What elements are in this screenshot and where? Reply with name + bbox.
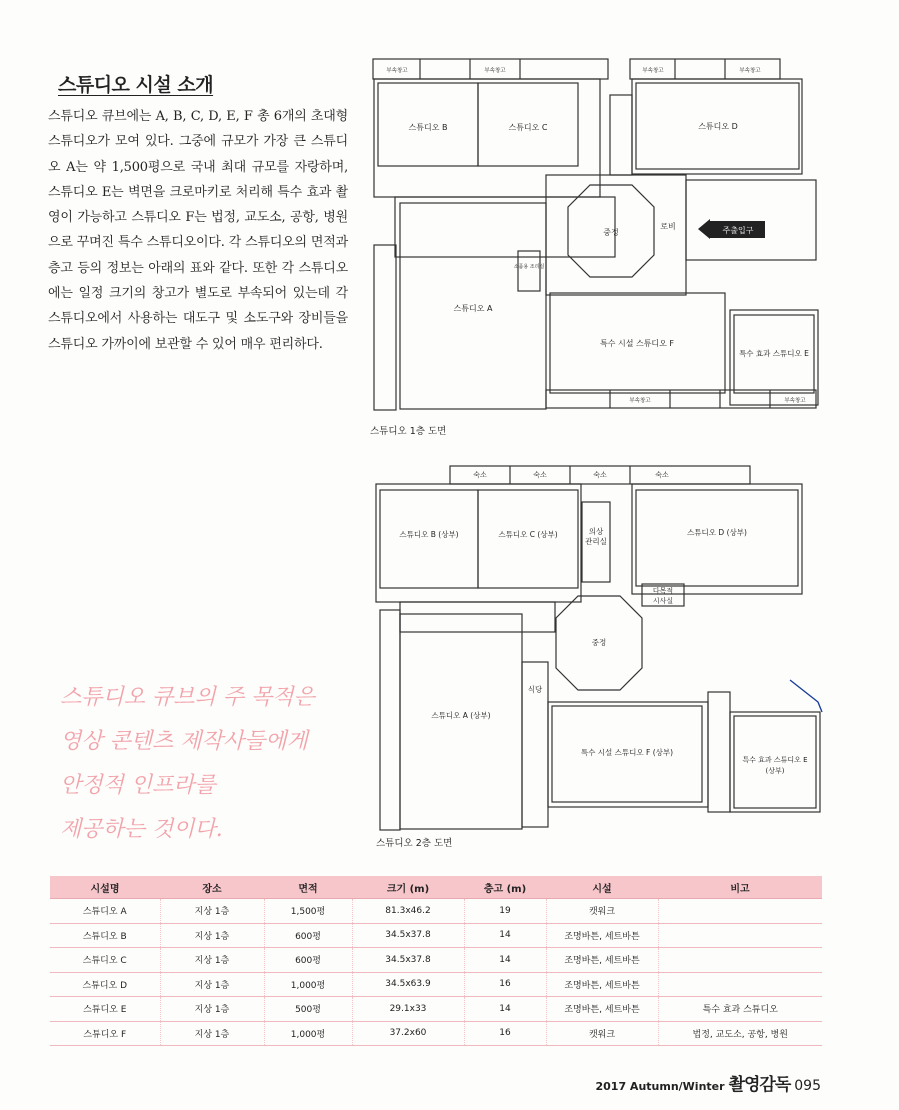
table-cell: 지상 1층 [160,923,264,948]
table-row [50,997,822,1022]
floor1-storage-label: 부속창고 [739,68,761,74]
table-cell: 캣워크 [546,1021,658,1046]
floor1-courtyard-label: 중정 [603,228,619,237]
floor2-lodging-label: 숙소 [473,471,487,479]
table-header-cell: 장소 [160,876,264,899]
table-header-row [50,876,822,899]
floor2-cafeteria-label: 식당 [527,685,543,694]
quote-line: 제공하는 것이다. [60,817,223,842]
table-cell: 1,500평 [264,899,352,924]
table-cell: 34.5x63.9 [352,972,464,997]
table-cell: 조명바튼, 세트바튼 [546,948,658,973]
table-cell [658,948,822,973]
table-cell [658,899,822,924]
table-cell: 법정, 교도소, 공항, 병원 [658,1021,822,1046]
floor2-plan [370,462,830,837]
table-cell: 조명바튼, 세트바튼 [546,997,658,1022]
table-cell: 14 [464,923,546,948]
table-cell: 500평 [264,997,352,1022]
floor1-lobby-label: 로비 [660,222,676,231]
floor1-studio-b-label: 스튜디오 B [408,123,448,132]
quote-line: 안정적 인프라를 [60,773,216,798]
table-cell [658,972,822,997]
section-title: 스튜디오 시설 소개 [58,74,214,96]
table-cell: 34.5x37.8 [352,948,464,973]
table-header-cell: 크기 (m) [352,876,464,899]
table-cell: 16 [464,1021,546,1046]
floor2-preview-label: 다목적 [652,587,674,595]
table-cell: 지상 1층 [160,948,264,973]
table-header-cell: 층고 (m) [464,876,546,899]
table-cell: 스튜디오 D [50,972,160,997]
table-cell: 34.5x37.8 [352,923,464,948]
floor1-studio-c-label: 스튜디오 C [508,123,548,132]
floor2-costume-label: 관리실 [585,537,607,546]
table-cell: 스튜디오 F [50,1021,160,1046]
floor1-caption: 스튜디오 1층 도면 [370,426,447,437]
floor2-caption: 스튜디오 2층 도면 [376,838,453,849]
table-cell: 지상 1층 [160,997,264,1022]
table-cell: 29.1x33 [352,997,464,1022]
floor2-costume-label: 의상 [588,527,604,536]
quote-line: 스튜디오 큐브의 주 목적은 [60,685,315,710]
section-body: 스튜디오 큐브에는 A, B, C, D, E, F 총 6개의 초대형 스튜디오가 모여 있다. 그중에 규모가 가장 큰 스튜디오 A는 약 1,500평으로 국내 최대 규모를 자랑하며, 스튜디오 E는 벽면을 크로마키로 처리해 특수 효과 촬영이 가능하고 스튜디오 F는 법정, 교도소, 공항, 병원으로 꾸며진 특수 스튜디오이다. 각 스튜디오의 면적과 층고 등의 정보는 아래의 표와 같다. 또한 각 스튜디오에는 일정 크기의 창고가 별도로 부속되어 있는데 각 스튜디오에서 사용하는 대도구 및 소도구와 장비들을 스튜디오 가까이에 보관할 수 있어 매우 편리하다. [48,109,348,352]
table-header-cell: 비고 [658,876,822,899]
floor2-lodging-label: 숙소 [655,471,669,479]
floor1-studio-a-label: 스튜디오 A [453,304,493,313]
facility-table [50,876,822,1046]
floor1-storage-label: 부속창고 [386,68,408,74]
floor1-studio-e-label: 특수 효과 스튜디오 E [739,349,809,358]
table-cell: 16 [464,972,546,997]
table-row [50,972,822,997]
floor1-studio-f-label: 특수 시설 스튜디오 F [599,339,675,348]
floor2-studio-c-label: 스튜디오 C (상부) [498,530,558,539]
floor1-plan [370,55,830,415]
table-row [50,899,822,924]
table-cell: 19 [464,899,546,924]
floor2-preview-label: 시사실 [652,597,674,605]
table-cell: 1,000평 [264,972,352,997]
pull-quote [60,676,360,852]
table-cell: 스튜디오 E [50,997,160,1022]
table-cell: 지상 1층 [160,1021,264,1046]
table-cell [658,923,822,948]
floor2-studio-e-label: 특수 효과 스튜디오 E [742,756,808,764]
floor1-props-label: 소품용 조리실 [513,264,545,270]
table-header-cell: 시설명 [50,876,160,899]
page-footer [595,1070,821,1095]
table-cell: 37.2x60 [352,1021,464,1046]
table-cell: 1,000평 [264,1021,352,1046]
table-row [50,1021,822,1046]
floor1-entrance-label: 주출입구 [722,226,754,235]
floor2-studio-d-label: 스튜디오 D (상부) [687,528,747,537]
table-cell: 캣워크 [546,899,658,924]
table-cell: 스튜디오 A [50,899,160,924]
table-cell: 지상 1층 [160,899,264,924]
table-cell: 조명바튼, 세트바튼 [546,972,658,997]
floor2-studio-a-label: 스튜디오 A (상부) [431,711,491,720]
floor1-studio-d-label: 스튜디오 D [698,122,738,131]
table-cell: 600평 [264,948,352,973]
table-cell: 스튜디오 B [50,923,160,948]
table-cell: 14 [464,997,546,1022]
table-cell: 지상 1층 [160,972,264,997]
table-header-cell: 시설 [546,876,658,899]
floor2-lodging-label: 숙소 [593,471,607,479]
table-cell: 600평 [264,923,352,948]
table-cell: 14 [464,948,546,973]
floor2-courtyard-label: 중정 [591,638,607,647]
table-cell: 특수 효과 스튜디오 [658,997,822,1022]
table-row [50,923,822,948]
floor2-studio-b-label: 스튜디오 B (상부) [399,530,459,539]
quote-line: 영상 콘텐츠 제작사들에게 [60,729,308,754]
table-row [50,948,822,973]
floor1-storage-label: 부속창고 [642,68,664,74]
issue-label: 2017 Autumn/Winter [595,1080,725,1093]
floor1-storage-label: 부속창고 [629,398,651,404]
magazine-logo: 촬영감독 [728,1075,791,1095]
floor2-studio-f-label: 특수 시설 스튜디오 F (상부) [580,748,674,757]
floor1-storage-label: 부속창고 [784,398,806,404]
floor2-studio-e-label: (상부) [765,767,785,775]
page-number: 095 [794,1078,821,1094]
table-cell: 조명바튼, 세트바튼 [546,923,658,948]
table-header-cell: 면적 [264,876,352,899]
floor1-storage-label: 부속창고 [484,68,506,74]
floor2-lodging-label: 숙소 [533,471,547,479]
table-cell: 81.3x46.2 [352,899,464,924]
table-cell: 스튜디오 C [50,948,160,973]
